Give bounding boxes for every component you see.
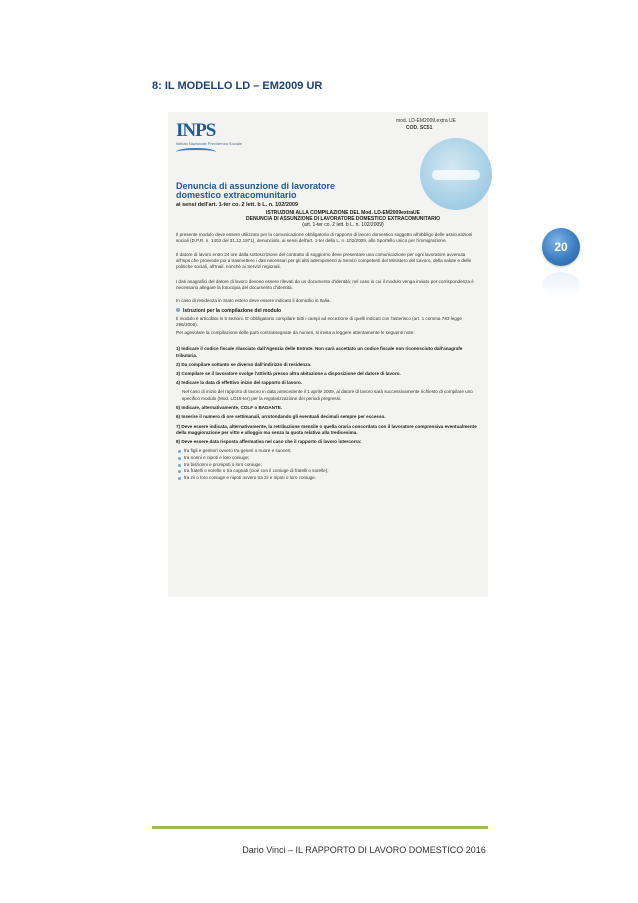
form-title-line1: Denuncia di assunzione di lavoratore (176, 181, 336, 191)
form-title (176, 182, 335, 200)
bullet-icon (176, 308, 180, 312)
section-heading-text: Istruzioni per la compilazione del modulo (183, 308, 282, 314)
mod-code: mod. LD-EM2009.extra UE (395, 118, 456, 124)
paragraph-5: Il modulo è articolato in 5 sezioni. E' obbligatorio compilare tutti i campi ad eccezione di quelli indicati con l'asterisco (art. 1 comma 783 legge 296/2006). (176, 316, 462, 327)
form-subtitle: ai sensi dell'art. 1-ter co. 2 lett. b L. n. 102/2009 (176, 202, 299, 208)
paragraph-3: I dati anagrafici del datore di lavoro devono essere rilevati da un documento d'identità; nel caso in cui il modulo venga inviato per corrispondenza è necessario allegare la fotocopia del documento d'identità. (176, 279, 474, 290)
list-item: 4) Indicare la data di effettivo inizio del rapporto di lavoro. (176, 380, 303, 386)
instructions-title-1: ISTRUZIONI ALLA COMPILAZIONE DEL Mod. LD-EM2009extraUE (266, 210, 420, 216)
form-scan (168, 112, 488, 597)
paragraph-6: Per agevolare la compilazione delle parti contrassegnate da numeri, si invita a leggere attentamente le seguenti note: (176, 330, 415, 335)
page-footer: Dario Vinci – IL RAPPORTO DI LAVORO DOMESTICO 2016 (242, 845, 486, 855)
list-item: 1) Indicare il codice fiscale rilasciato dall'Agenzia delle Entrate. Non sarà accettato un codice fiscale non riconosciuto dall'anagrafe tributaria. (176, 346, 463, 358)
form-title-line2: domestico extracomunitario (176, 190, 297, 200)
relation-item: tra fratelli o sorelle o tra cognati (cioè con il coniuge di fratelli o sorelle); (176, 468, 482, 475)
relation-item: tra nonni e nipoti e loro coniuge; (176, 455, 482, 462)
section-heading (176, 308, 281, 314)
relation-item: tra figli e genitori ovvero tra generi o nuore e suoceri; (176, 448, 482, 455)
list-item: 2) Da compilare soltanto se diverso dall'indirizzo di residenza. (176, 361, 312, 367)
instructions-title-2: DENUNCIA DI ASSUNZIONE DI LAVORATORE DOMESTICO EXTRACOMUNITARIO (246, 216, 440, 222)
relation-item: tra bisnonni e pronipoti o loro coniuge; (176, 462, 482, 469)
footer-rule (152, 826, 488, 829)
list-item-note: Nel caso di inizio del rapporto di lavoro in data antecedente il 1 aprile 2009, al datore di lavoro sarà successivamente richiesto di compilare uno specifico modulo (Mod. LD15-ter) per la regolarizzazione dei periodi pregressi. (182, 389, 473, 401)
paragraph-4: In caso di residenza in Stato estero deve essere indicato il domicilio in Italia. (176, 298, 331, 303)
list-item: 8) Deve essere data risposta affermativa nel caso che il rapporto di lavoro intercorra: (176, 439, 362, 445)
list-item: 7) Deve essere indicata, alternativamente, la retribuzione mensile o quella oraria concordata con il lavoratore comprensiva eventualmente della maggiorazione per vitto e alloggio ma senza la quota relativa alla tredicesima. (176, 423, 477, 436)
inps-logo: INPS (176, 120, 216, 141)
inps-logo-subtitle: Istituto Nazionale Previdenza Sociale (176, 141, 243, 146)
logo-arc-icon (176, 148, 216, 156)
instruction-list (176, 346, 482, 481)
page-number-badge: 20 (542, 228, 580, 266)
instructions-title-3: (art. 1-ter co. 2 lett. b L. n. 102/2009) (302, 222, 384, 228)
paragraph-2: Il datore di lavoro entro 24 ore dalla sottoscrizione del contratto di soggiorno deve presentare una comunicazione per ogni lavoratore avvenuta all'Inps che provvede poi a trasmettere i dati necessari per gli altri adempimenti ai Servizi competenti del Ministero del Lavoro, della salute e delle politiche sociali, all'Inail, nonchè ai Servizi regionali. (176, 252, 472, 269)
page-heading: 8: IL MODELLO LD – EM2009 UR (152, 80, 323, 92)
relation-item: tra zii o loro coniuge e nipoti ovvero tra zii e nipoti o loro coniuge. (176, 475, 482, 482)
list-item: 6) Inserire il numero di ore settimanali, arrotondando gli eventuali decimali sempre per eccesso. (176, 414, 386, 420)
handshake-emblem-icon (420, 138, 492, 210)
list-item: 3) Compilare se il lavoratore svolge l'attività presso altra abitazione a disposizione del datore di lavoro. (176, 370, 401, 376)
form-code (396, 118, 456, 132)
list-item: 5) Indicare, alternativamente, COLF o BADANTE. (176, 405, 283, 411)
paragraph-1: Il presente modulo deve essere utilizzato per la comunicazione obbligatoria di rapporto di lavoro domestico soggetto all'obbligo delle assicurazioni sociali (D.P.R. n. 1403 del 31.12.1971), denunciato, ai sensi dell'art. 1-ter della L. n. 102/2009, allo Sportello unico per l'immigrazione. (176, 232, 473, 243)
cod-code: COD. SC51 (405, 125, 433, 131)
page-number-reflection (542, 272, 580, 298)
